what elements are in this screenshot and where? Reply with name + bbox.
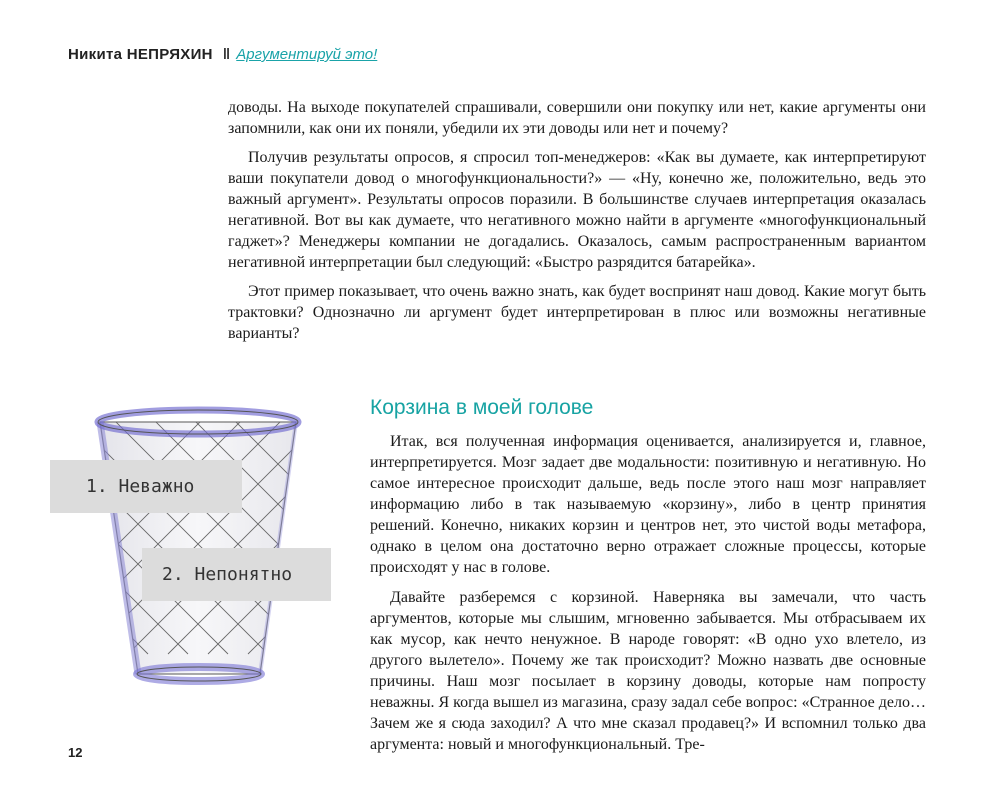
header-separator: ‖	[222, 46, 231, 63]
paragraph: Этот пример показывает, что очень важно знать, как будет воспринят наш довод. Какие могут быть трактовки? Однозначно ли аргумент будет интерпретирован в плюс или возможны негативные варианты?	[228, 283, 926, 342]
section-text-block	[370, 431, 926, 755]
paragraph: Давайте разберемся с корзиной. Наверняка вы замечали, что часть аргументов, которые мы слышим, мгновенно забывается. Мы отбрасываем их как мусор, как нечто ненужное. В народе говорят: «В одно ухо влетело, из другого вылетело». Почему же так происходит? Можно назвать две основные причины. Наш мозг посылает в корзину доводы, которые нам попросту неважны. Я когда вышел из магазина, сразу задал себе вопрос: «Странное дело… Зачем же я сюда заходил? А что мне сказал продавец?» И вспомнил только два аргумента: новый и многофункциональный. Тре-	[370, 589, 926, 753]
top-text-block	[228, 97, 926, 344]
page-number: 12	[68, 745, 83, 760]
running-header	[68, 46, 377, 63]
paragraph: Получив результаты опросов, я спросил топ-менеджеров: «Как вы думаете, как интерпретируют ваши покупатели довод о многофункциональности?» — «Ну, конечно же, положительно, ведь это важный аргумент». Результаты опросов поразили. В большинстве случаев интерпретация оказалась негативной. Вот вы как думаете, что негативного можно найти в аргументе «многофункциональный гаджет»? Менеджеры компании не догадались. Оказалось, самым распространенным вариантом негативной интерпретации был следующий: «Быстро разрядится батарейка».	[228, 149, 926, 271]
label-unimportant: 1. Неважно	[50, 460, 242, 513]
paragraph: Итак, вся полученная информация оценивается, анализируется и, главное, интерпретируется. Мозг задает две модальности: позитивную и негативную. Но самое интересное происходит дальше, ведь после этого наш мозг направляет информацию либо в так называемую «корзину», либо в центр принятия решений. Конечно, никаких корзин и центров нет, это чистой воды метафора, однако в целом она достаточно верно отражает сложные процессы, которые происходят у нас в голове.	[370, 433, 926, 576]
author-name: Никита НЕПРЯХИН	[68, 46, 213, 63]
book-title-link[interactable]: Аргументируй это!	[236, 46, 378, 63]
section-heading: Корзина в моей голове	[370, 396, 594, 419]
paragraph: доводы. На выходе покупателей спрашивали, совершили они покупку или нет, какие аргументы они запомнили, как они их поняли, убедили их эти доводы или нет и почему?	[228, 99, 926, 137]
label-unclear: 2. Непонятно	[142, 548, 331, 601]
